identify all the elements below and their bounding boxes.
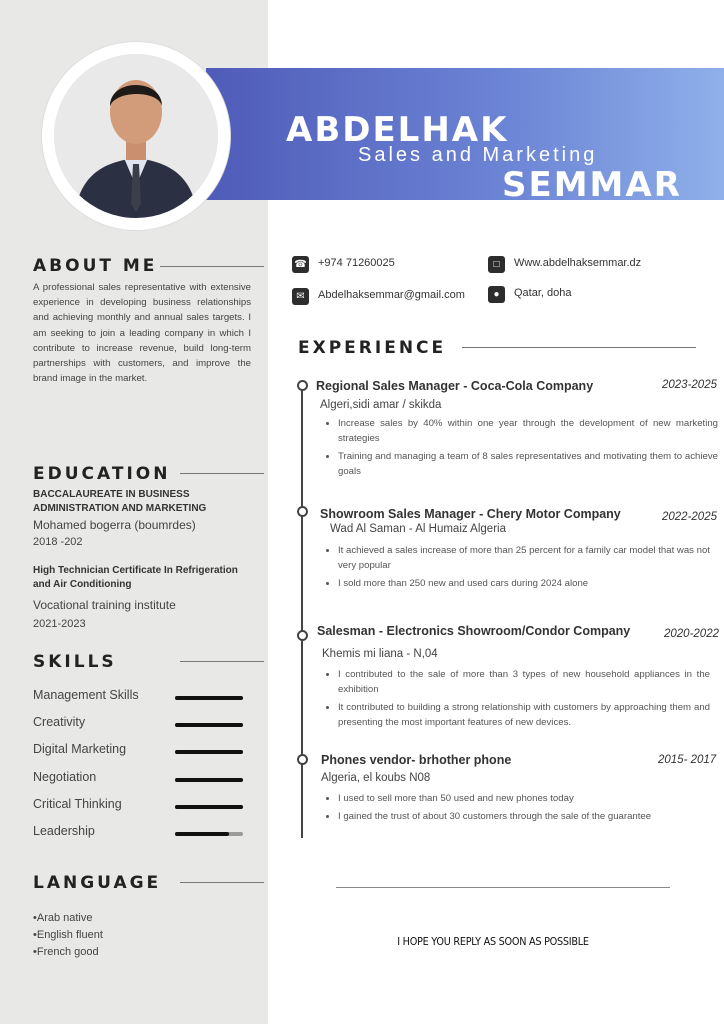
skills-divider (180, 661, 264, 662)
skill-level-bar (175, 750, 243, 754)
education-degree: BACCALAUREATE IN BUSINESS ADMINISTRATION AND MARKETING (33, 489, 207, 514)
skill-row (33, 688, 243, 708)
education-dates: 2018 -202 (33, 536, 83, 548)
skill-row (33, 770, 243, 790)
timeline-line (301, 384, 303, 838)
about-heading: ABOUT ME (33, 256, 158, 276)
job-bullet: • Increase sales by 40% within one year through the development of new marketing strategies (338, 416, 718, 446)
first-name: ABDELHAK (286, 110, 509, 150)
job-role: Showroom Sales Manager - Chery Motor Company (320, 507, 621, 521)
language-heading: LANGUAGE (33, 873, 162, 893)
job-bullet: • It contributed to building a strong relationship with customers by approaching them and presenting the most important features of new devices. (338, 700, 710, 730)
skill-level-fill (175, 696, 243, 700)
job-bullets (324, 416, 718, 482)
skill-row (33, 797, 243, 817)
language-divider (180, 882, 264, 883)
job-place: Algeria, el koubs N08 (321, 772, 431, 784)
experience-heading: EXPERIENCE (298, 338, 447, 358)
education-degree: High Technician Certificate In Refrigeration and Air Conditioning (33, 565, 238, 590)
job-dates: 2015- 2017 (658, 754, 717, 766)
timeline-dot (297, 380, 308, 391)
skill-level-bar (175, 778, 243, 782)
job-bullets (324, 667, 710, 733)
footer-message: I HOPE YOU REPLY AS SOON AS POSSIBLE (397, 935, 589, 948)
skills-heading: SKILLS (33, 652, 117, 672)
job-role: Salesman - Electronics Showroom/Condor Company (317, 624, 631, 638)
skill-name: Creativity (33, 715, 86, 729)
timeline-dot (297, 630, 308, 641)
job-place: Algeri,sidi amar / skikda (320, 399, 442, 411)
profile-photo (54, 54, 218, 218)
education-school: Mohamed bogerra (boumrdes) (33, 518, 196, 532)
language-item: •French good (33, 946, 99, 958)
phone-text: +974 71260025 (318, 257, 395, 269)
skill-name: Negotiation (33, 770, 97, 784)
job-bullets (324, 791, 710, 827)
language-item: •Arab native (33, 912, 93, 924)
education-dates: 2021-2023 (33, 618, 86, 630)
job-dates: 2020-2022 (664, 628, 719, 640)
email-text[interactable]: Abdelhaksemmar@gmail.com (318, 289, 465, 301)
job-bullet: • I gained the trust of about 30 customers through the sale of the guarantee (338, 809, 710, 824)
education-heading: EDUCATION (33, 464, 171, 484)
skill-level-bar (175, 696, 243, 700)
footer-divider (336, 887, 670, 888)
job-bullet: • I used to sell more than 50 used and new phones today (338, 791, 710, 806)
job-place: Khemis mi liana - N,04 (322, 648, 438, 660)
job-place: Wad Al Saman - Al Humaiz Algeria (330, 523, 506, 535)
job-bullet: • I sold more than 250 new and used cars during 2024 alone (338, 576, 710, 591)
last-name: SEMMAR (502, 165, 682, 205)
skill-level-bar (175, 805, 243, 809)
skill-level-bar (175, 723, 243, 727)
job-bullet: • I contributed to the sale of more than 3 types of new household appliances in the exhibition (338, 667, 710, 697)
language-item: •English fluent (33, 929, 103, 941)
job-dates: 2022-2025 (662, 511, 717, 523)
skill-name: Management Skills (33, 688, 139, 702)
timeline-dot (297, 506, 308, 517)
monitor-icon: □ (488, 256, 505, 273)
skill-row (33, 824, 243, 844)
job-bullet: • It achieved a sales increase of more than 25 percent for a family car model that was not very popular (338, 543, 710, 573)
timeline-dot (297, 754, 308, 765)
mail-icon: ✉ (292, 288, 309, 305)
skill-row (33, 715, 243, 735)
skill-level-fill (175, 805, 243, 809)
skill-level-bar (175, 832, 243, 836)
experience-divider (462, 347, 696, 348)
skill-level-fill (175, 832, 229, 836)
skill-name: Leadership (33, 824, 95, 838)
job-role: Regional Sales Manager - Coca-Cola Company (316, 379, 594, 393)
location-pin-icon: ● (488, 286, 505, 303)
skill-level-fill (175, 778, 243, 782)
location-text: Qatar, doha (514, 287, 572, 299)
education-school: Vocational training institute (33, 598, 176, 612)
skill-level-fill (175, 723, 243, 727)
job-dates: 2023-2025 (662, 379, 717, 391)
phone-icon: ☎ (292, 256, 309, 273)
education-divider (180, 473, 264, 474)
skill-name: Digital Marketing (33, 742, 127, 756)
job-title: Sales and Marketing (358, 144, 598, 166)
website-text[interactable]: Www.abdelhaksemmar.dz (514, 257, 642, 269)
skill-level-fill (175, 750, 243, 754)
job-bullet: • Training and managing a team of 8 sales representatives and motivating them to achieve goals (338, 449, 718, 479)
job-role: Phones vendor- brhother phone (321, 753, 512, 767)
about-divider (160, 266, 264, 267)
skill-name: Critical Thinking (33, 797, 122, 811)
job-bullets (324, 543, 710, 594)
about-text: A professional sales representative with extensive experience in developing business relationships and achieving monthly and annual sales targets. I am seeking to join a leading company in which I contribute to increase revenue, build long-term partnerships with customers, and improve the brand image in the market. (33, 282, 251, 385)
skill-row (33, 742, 243, 762)
